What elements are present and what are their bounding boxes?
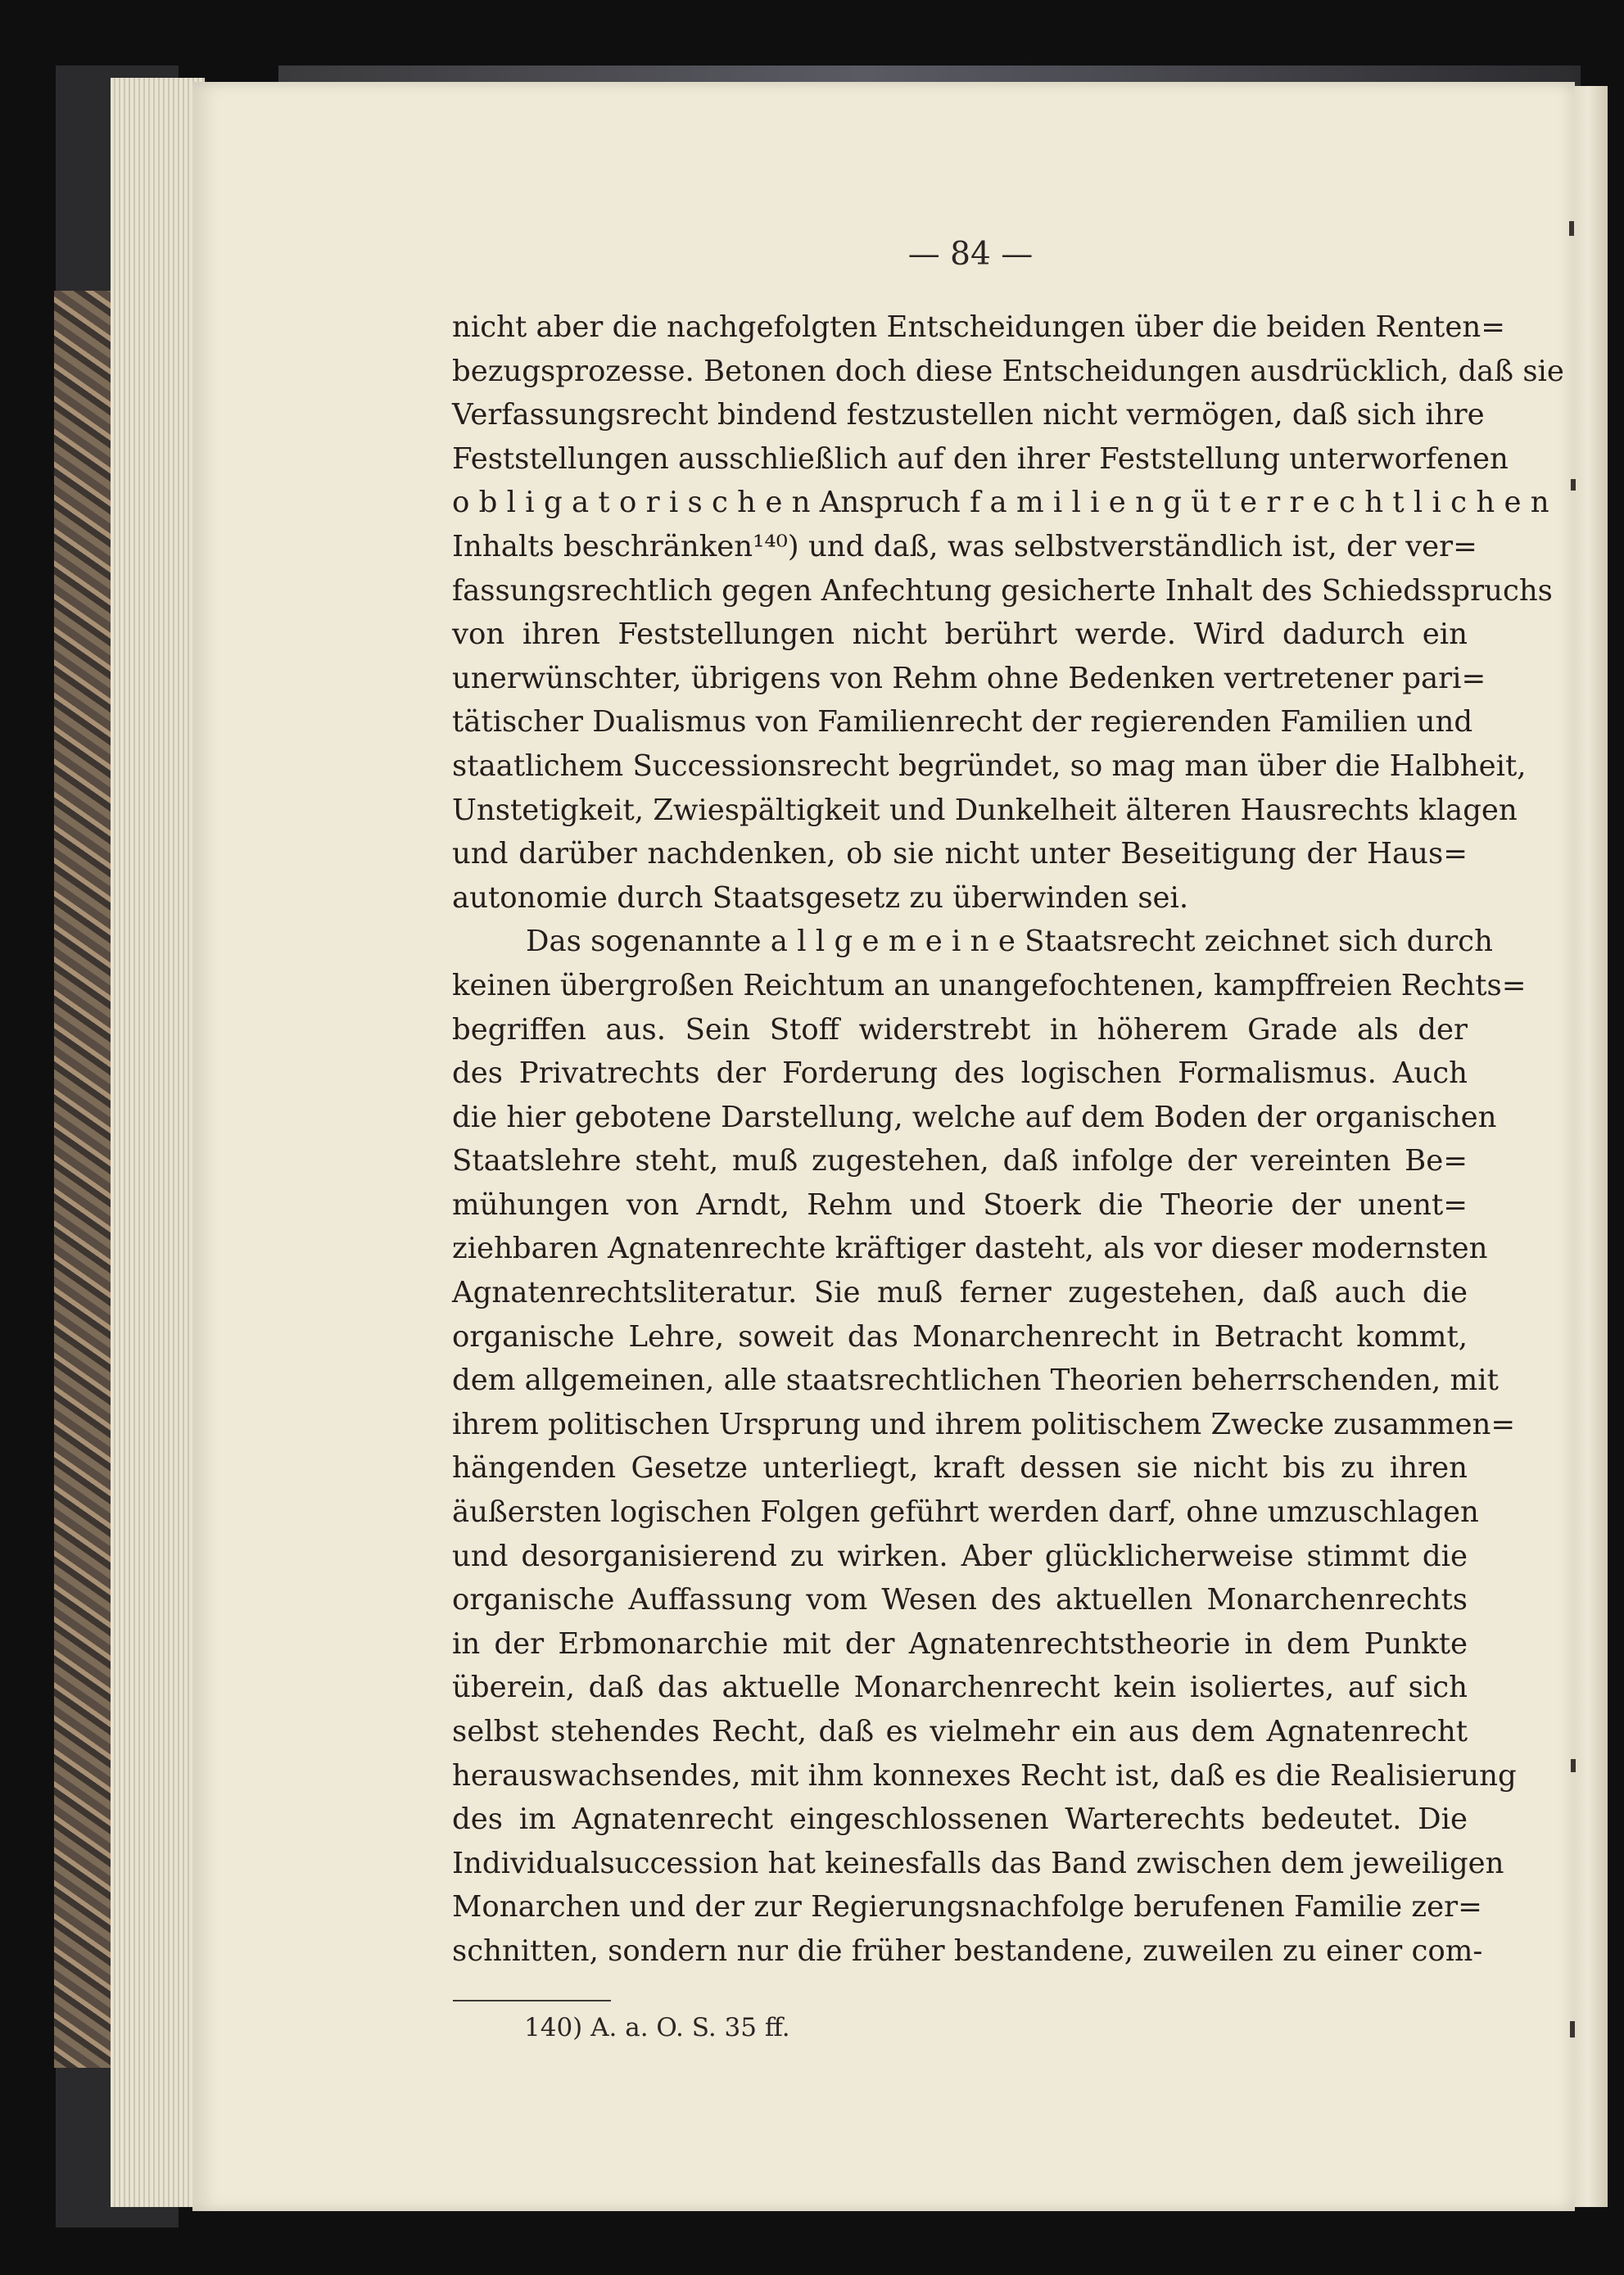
text-line: tätischer Dualismus von Familienrecht der regierenden Familien und xyxy=(452,705,1473,739)
page-mark xyxy=(1571,479,1576,491)
text-line: bezugsprozesse. Betonen doch diese Entscheidungen ausdrücklich, daß sie xyxy=(452,354,1564,388)
text-line: dem allgemeinen, alle staatsrechtlichen Theorien beherrschenden, mit xyxy=(452,1364,1499,1398)
text-line: in der Erbmonarchie mit der Agnatenrechtstheorie in dem Punkte xyxy=(452,1626,1468,1661)
text-line: von ihren Feststellungen nicht berührt werde. Wird dadurch ein xyxy=(452,617,1468,652)
text-line: o b l i g a t o r i s c h e n Anspruch f a m i l i e n g ü t e r r e c h t l i c h e n xyxy=(452,486,1549,520)
text-line: äußersten logischen Folgen geführt werden darf, ohne umzuschlagen xyxy=(452,1495,1479,1530)
text-line: und darüber nachdenken, ob sie nicht unter Beseitigung der Haus= xyxy=(452,837,1468,871)
body-text xyxy=(452,305,1564,1974)
text-line: Verfassungsrecht bindend festzustellen nicht vermögen, daß sich ihre xyxy=(452,398,1485,432)
text-line: Individualsuccession hat keinesfalls das Band zwischen dem jeweiligen xyxy=(452,1846,1504,1880)
text-line: begriffen aus. Sein Stoff widerstrebt in höherem Grade als der xyxy=(452,1012,1468,1047)
text-line: autonomie durch Staatsgesetz zu überwinden sei. xyxy=(452,880,1189,915)
text-line: nicht aber die nachgefolgten Entscheidungen über die beiden Renten= xyxy=(452,310,1505,344)
text-line: und desorganisierend zu wirken. Aber glücklicherweise stimmt die xyxy=(452,1539,1468,1573)
text-line: mühungen von Arndt, Rehm und Stoerk die Theorie der unent= xyxy=(452,1187,1468,1222)
text-line: hängenden Gesetze unterliegt, kraft dessen sie nicht bis zu ihren xyxy=(452,1451,1468,1486)
page-edges-left xyxy=(111,78,205,2207)
footnote: 140) A. a. O. S. 35 ff. xyxy=(524,2013,790,2042)
text-line: des Privatrechts der Forderung des logischen Formalismus. Auch xyxy=(452,1056,1468,1091)
text-line: ihrem politischen Ursprung und ihrem politischem Zwecke zusammen= xyxy=(452,1407,1516,1441)
text-line: Monarchen und der zur Regierungsnachfolge berufenen Familie zer= xyxy=(452,1890,1482,1924)
text-line: Inhalts beschränken¹⁴⁰) und daß, was selbstverständlich ist, der ver= xyxy=(452,529,1477,563)
page-mark xyxy=(1570,2021,1575,2038)
text-line: des im Agnatenrecht eingeschlossenen Warterechts bedeutet. Die xyxy=(452,1802,1468,1837)
text-line: organische Lehre, soweit das Monarchenrecht in Betracht kommt, xyxy=(452,1319,1468,1354)
text-line: organische Auffassung vom Wesen des aktuellen Monarchenrechts xyxy=(452,1583,1468,1617)
page-mark xyxy=(1571,1759,1576,1772)
text-line: Unstetigkeit, Zwiespältigkeit und Dunkelheit älteren Hausrechts klagen xyxy=(452,793,1518,827)
text-line: die hier gebotene Darstellung, welche auf dem Boden der organischen xyxy=(452,1100,1497,1134)
text-line: selbst stehendes Recht, daß es vielmehr ein aus dem Agnatenrecht xyxy=(452,1715,1468,1748)
text-line: überein, daß das aktuelle Monarchenrecht kein isoliertes, auf sich xyxy=(452,1671,1468,1705)
text-line: staatlichem Successionsrecht begründet, so mag man über die Halbheit, xyxy=(452,749,1527,783)
text-line: keinen übergroßen Reichtum an unangefochtenen, kampffreien Rechts= xyxy=(452,968,1527,1002)
text-line: Agnatenrechtsliteratur. Sie muß ferner zugestehen, daß auch die xyxy=(452,1276,1468,1310)
page-mark xyxy=(1569,221,1574,236)
text-line: unerwünschter, übrigens von Rehm ohne Bedenken vertretener pari= xyxy=(452,661,1486,695)
text-line: schnitten, sondern nur die früher bestandene, zuweilen zu einer com- xyxy=(452,1934,1483,1968)
footnote-divider xyxy=(453,2000,611,2001)
text-line: Feststellungen ausschließlich auf den ihrer Feststellung unterworfenen xyxy=(452,441,1509,476)
page-number: — 84 — xyxy=(907,236,1034,273)
text-line: Das sogenannte a l l g e m e i n e Staatsrecht zeichnet sich durch xyxy=(526,925,1493,959)
text-line: fassungsrechtlich gegen Anfechtung gesicherte Inhalt des Schiedsspruchs xyxy=(452,573,1553,608)
text-line: Staatslehre steht, muß zugestehen, daß infolge der vereinten Be= xyxy=(452,1144,1468,1178)
text-line: ziehbaren Agnatenrechte kräftiger dasteht, als vor dieser modernsten xyxy=(452,1232,1488,1266)
text-line: herauswachsendes, mit ihm konnexes Recht ist, daß es die Realisierung xyxy=(452,1758,1517,1793)
marbled-cover-edge xyxy=(54,291,111,2068)
